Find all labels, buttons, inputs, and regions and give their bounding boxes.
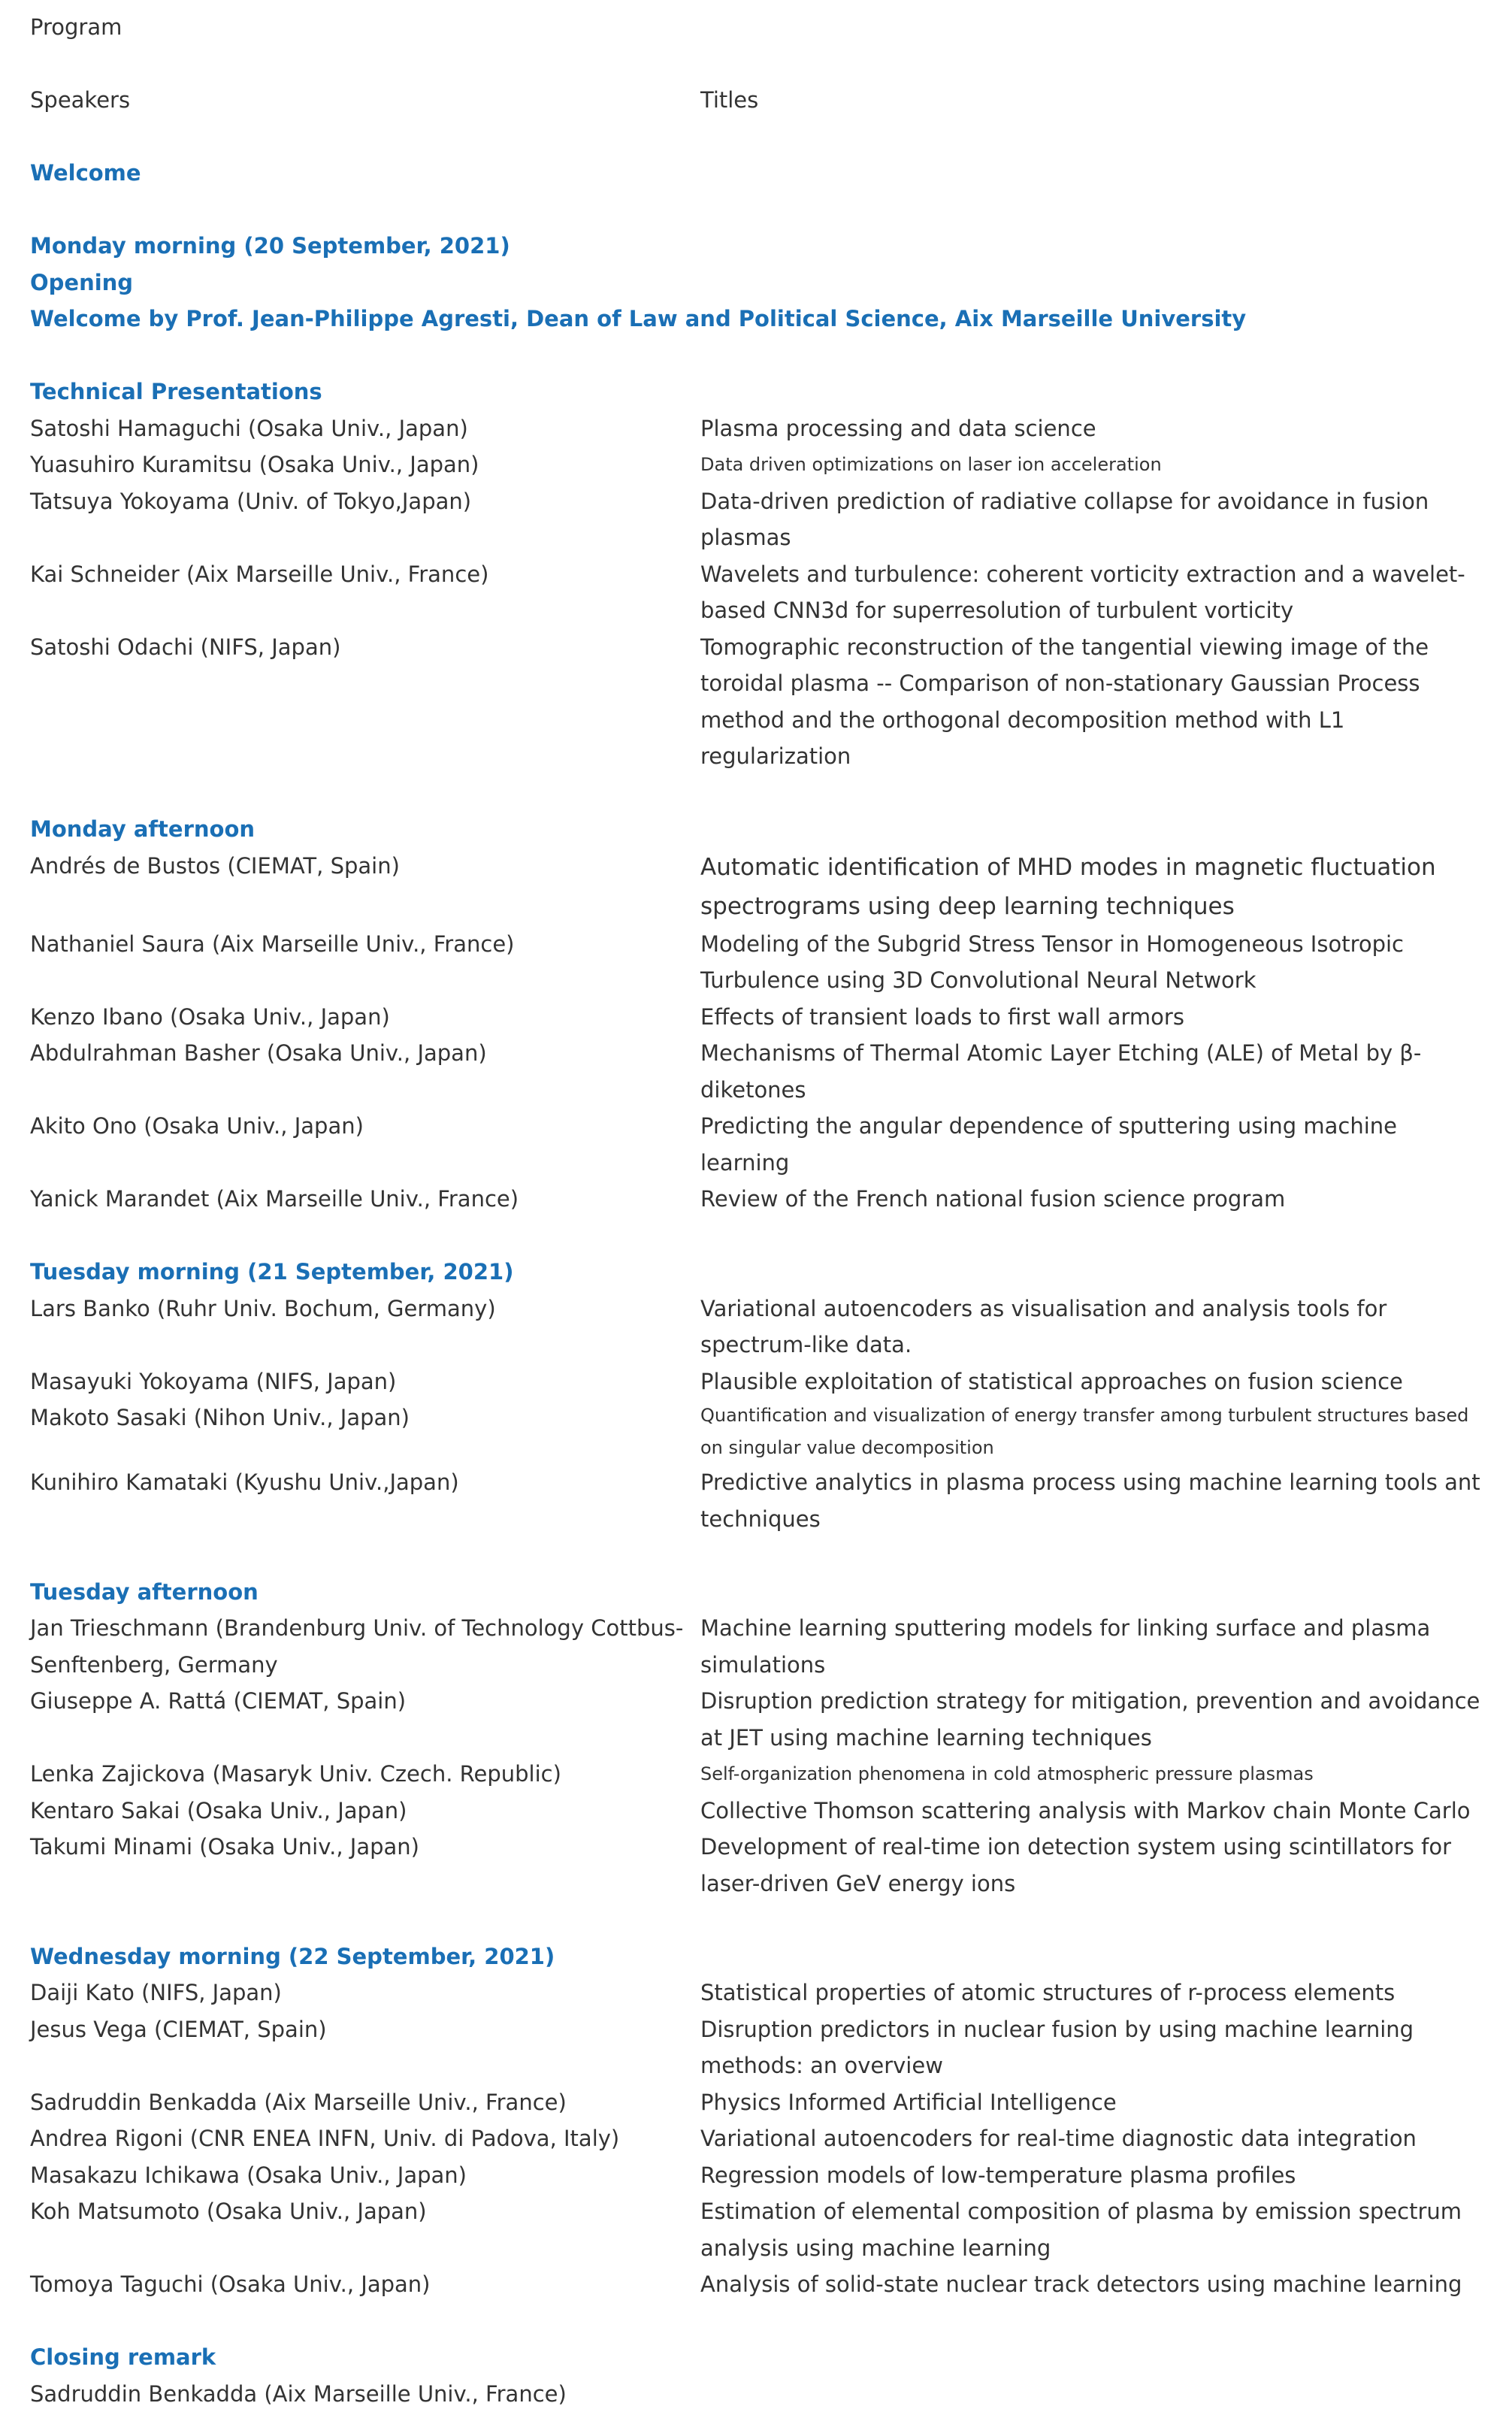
titles-column-header: Titles [700,82,1482,119]
talk-title: Predicting the angular dependence of sputtering using machine learning [700,1108,1482,1181]
talk-title: Estimation of elemental composition of plasma by emission spectrum analysis using machine learning [700,2193,1482,2266]
talk-title: Plausible exploitation of statistical approaches on fusion science [700,1363,1482,1400]
talk-row [30,1829,1482,1902]
talk-title: Data-driven prediction of radiative collapse for avoidance in fusion plasmas [700,483,1482,556]
talk-title: Tomographic reconstruction of the tangential viewing image of the toroidal plasma -- Comparison of non-stationary Gaussian Process method and the orthogonal decomposition method with L1 regularization [700,629,1482,775]
speaker-name: Masayuki Yokoyama (NIFS, Japan) [30,1363,700,1400]
welcome-heading: Welcome [30,155,1482,192]
talk-row [30,1400,1482,1464]
talk-title: Review of the French national fusion science program [700,1181,1482,1218]
talk-row [30,483,1482,556]
technical-presentations-heading: Technical Presentations [30,374,1482,410]
talk-title: Plasma processing and data science [700,410,1482,447]
talk-row [30,848,1482,926]
session-heading-tuesday-morning: Tuesday morning (21 September, 2021) [30,1254,1482,1291]
session-heading-tuesday-afternoon: Tuesday afternoon [30,1574,1482,1611]
talk-title: Data driven optimizations on laser ion acceleration [700,446,1482,483]
talk-title: Collective Thomson scattering analysis with Markov chain Monte Carlo [700,1793,1482,1829]
speaker-name: Giuseppe A. Rattá (CIEMAT, Spain) [30,1683,700,1720]
speaker-name: Daiji Kato (NIFS, Japan) [30,1975,700,2011]
talk-row [30,1756,1482,1793]
speaker-name: Kentaro Sakai (Osaka Univ., Japan) [30,1793,700,1829]
talk-row [30,926,1482,999]
closing-remark-heading: Closing remark [30,2339,1482,2376]
talk-title: Analysis of solid-state nuclear track detectors using machine learning [700,2266,1482,2303]
talk-row [30,1035,1482,1108]
talk-row [30,1610,1482,1683]
speaker-name: Nathaniel Saura (Aix Marseille Univ., France) [30,926,700,963]
talk-title: Wavelets and turbulence: coherent vorticity extraction and a wavelet-based CNN3d for superresolution of turbulent vorticity [700,556,1482,629]
talk-row [30,1181,1482,1218]
talk-row [30,1363,1482,1400]
talk-row [30,1793,1482,1829]
speaker-name: Akito Ono (Osaka Univ., Japan) [30,1108,700,1145]
session-heading-wednesday-morning: Wednesday morning (22 September, 2021) [30,1938,1482,1975]
talk-row [30,1108,1482,1181]
talk-row [30,629,1482,775]
talk-title: Variational autoencoders for real-time diagnostic data integration [700,2120,1482,2157]
speaker-name: Lars Banko (Ruhr Univ. Bochum, Germany) [30,1291,700,1327]
speakers-column-header: Speakers [30,82,700,119]
talk-title: Regression models of low-temperature plasma profiles [700,2157,1482,2194]
talk-title: Mechanisms of Thermal Atomic Layer Etching (ALE) of Metal by β-diketones [700,1035,1482,1108]
talk-row [30,2157,1482,2194]
speaker-name: Takumi Minami (Osaka Univ., Japan) [30,1829,700,1866]
speaker-name: Andrés de Bustos (CIEMAT, Spain) [30,848,700,885]
talk-row [30,556,1482,629]
talk-title: Statistical properties of atomic structures of r-process elements [700,1975,1482,2011]
speaker-name: Tomoya Taguchi (Osaka Univ., Japan) [30,2266,700,2303]
session-heading-monday-afternoon: Monday afternoon [30,811,1482,848]
speaker-name: Sadruddin Benkadda (Aix Marseille Univ., France) [30,2084,700,2121]
speaker-name: Jesus Vega (CIEMAT, Spain) [30,2011,700,2048]
talk-row [30,2193,1482,2266]
speaker-name: Kenzo Ibano (Osaka Univ., Japan) [30,999,700,1036]
talk-row [30,1683,1482,1756]
talk-title: Predictive analytics in plasma process using machine learning tools ant techniques [700,1464,1482,1537]
talk-title: Development of real-time ion detection system using scintillators for laser-driven GeV energy ions [700,1829,1482,1902]
talk-row [30,2011,1482,2084]
speaker-name: Yuasuhiro Kuramitsu (Osaka Univ., Japan) [30,446,700,483]
talk-title: Physics Informed Artificial Intelligence [700,2084,1482,2121]
welcome-by-line: Welcome by Prof. Jean-Philippe Agresti, Dean of Law and Political Science, Aix Marseille University [30,301,1482,337]
speaker-name: Satoshi Odachi (NIFS, Japan) [30,629,700,666]
speaker-name: Kai Schneider (Aix Marseille Univ., France) [30,556,700,593]
program-label: Program [30,9,1482,46]
talk-row [30,410,1482,447]
talk-title: Automatic identification of MHD modes in magnetic fluctuation spectrograms using deep learning techniques [700,848,1482,926]
talk-row [30,1975,1482,2011]
speaker-name: Yanick Marandet (Aix Marseille Univ., France) [30,1181,700,1218]
speaker-name: Makoto Sasaki (Nihon Univ., Japan) [30,1400,700,1436]
column-header-row [30,82,1482,119]
talk-title: Disruption prediction strategy for mitigation, prevention and avoidance at JET using machine learning techniques [700,1683,1482,1756]
talk-row [30,2266,1482,2303]
talk-row [30,1291,1482,1363]
talk-row [30,1464,1482,1537]
speaker-name: Abdulrahman Basher (Osaka Univ., Japan) [30,1035,700,1072]
closing-speaker-row [30,2376,1482,2412]
talk-row [30,2120,1482,2157]
speaker-name: Jan Trieschmann (Brandenburg Univ. of Technology Cottbus-Senftenberg, Germany [30,1610,700,1683]
speaker-name: Tatsuya Yokoyama (Univ. of Tokyo,Japan) [30,483,700,520]
talk-row [30,2084,1482,2121]
talk-row [30,446,1482,483]
talk-title: Disruption predictors in nuclear fusion by using machine learning methods: an overview [700,2011,1482,2084]
talk-title: Effects of transient loads to first wall armors [700,999,1482,1036]
talk-title: Self-organization phenomena in cold atmospheric pressure plasmas [700,1756,1482,1793]
talk-title: Modeling of the Subgrid Stress Tensor in Homogeneous Isotropic Turbulence using 3D Convolutional Neural Network [700,926,1482,999]
talk-row [30,999,1482,1036]
speaker-name: Lenka Zajickova (Masaryk Univ. Czech. Republic) [30,1756,700,1793]
session-heading-monday-morning: Monday morning (20 September, 2021) [30,228,1482,265]
speaker-name: Andrea Rigoni (CNR ENEA INFN, Univ. di Padova, Italy) [30,2120,700,2157]
speaker-name: Satoshi Hamaguchi (Osaka Univ., Japan) [30,410,700,447]
talk-title: Quantification and visualization of energy transfer among turbulent structures based on singular value decomposition [700,1400,1482,1464]
speaker-name: Koh Matsumoto (Osaka Univ., Japan) [30,2193,700,2230]
closing-speaker-name: Sadruddin Benkadda (Aix Marseille Univ., France) [30,2376,700,2412]
opening-heading: Opening [30,265,1482,301]
talk-title: Machine learning sputtering models for linking surface and plasma simulations [700,1610,1482,1683]
speaker-name: Masakazu Ichikawa (Osaka Univ., Japan) [30,2157,700,2194]
speaker-name: Kunihiro Kamataki (Kyushu Univ.,Japan) [30,1464,700,1501]
talk-title: Variational autoencoders as visualisation and analysis tools for spectrum-like data. [700,1291,1482,1363]
